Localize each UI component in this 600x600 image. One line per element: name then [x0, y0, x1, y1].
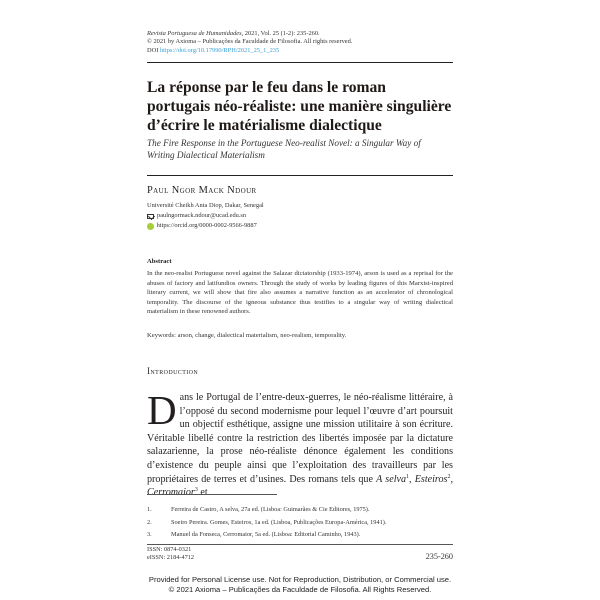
license-line-2: © 2021 Axioma – Publicações da Faculdade de Filosofia. All Rights Reserved.: [168, 585, 432, 594]
footnote-ref-3[interactable]: 3: [194, 487, 198, 494]
abstract-text: In the neo-realist Portuguese novel against the Salazar dictatorship (1933-1974), arson is used as a reprisal for the abuses of factory and latifundios owners. Through the study of works by leading figures of this Marxist-inspired literary current, we will show that fire also assumes a narrative function as an accelerator of chronological temporality. The discourse of the igneous substance thus testifies to a singular way of writing dialectical materialism in these renowned authors.: [147, 270, 453, 316]
mail-icon: [147, 214, 154, 219]
issn: ISSN: 0874-0321: [147, 546, 192, 553]
email-row: [147, 211, 264, 221]
author-orcid[interactable]: https://orcid.org/0000-0002-9566-9887: [156, 222, 257, 230]
citation-line: [147, 30, 352, 38]
license-notice: [100, 575, 500, 595]
separator-1: ,: [409, 473, 415, 485]
body-text: ans le Portugal de l’entre-deux-guerres, le néo-réalisme littéraire, à l’opposé du second modernisme pour lequel l’œuvre d’art poursuit un objectif esthétique, assigne une mission utilitaire à son écriture. Véritable libellé contre la restriction des libertés imposée par la dictature salazarienne, la prose néo-réaliste dénonce également les conditions d’existence du peuple ainsi que l’exploitation des travailleurs par les propriétaires de terres et d’usines. Des romans tels que: [147, 392, 453, 485]
orcid-icon: [147, 223, 154, 230]
novel-title-2: Esteiros: [414, 473, 448, 485]
keywords: Keywords: arson, change, dialectical materialism, neo-realism, temporality.: [147, 332, 347, 339]
footnote-ref-2[interactable]: 2: [447, 473, 451, 480]
abstract-heading: Abstract: [147, 258, 172, 265]
doi-link[interactable]: https://doi.org/10.17990/RPH/2021_25_1_235: [159, 46, 280, 54]
eissn: eISSN: 2184-4712: [147, 553, 195, 561]
footnote: [147, 519, 453, 532]
novel-title-1: A selva: [376, 473, 407, 485]
footnote-number: 1.: [147, 506, 152, 513]
body-paragraph: [147, 387, 453, 500]
footer-rule: [147, 544, 453, 545]
footnote-text: Soeiro Pereira. Gomes, Esteiros, 1a ed. (Lisboa, Publicações Europa-América, 1941).: [171, 518, 387, 526]
journal-header: [147, 30, 352, 55]
footnote-number: 2.: [147, 518, 152, 526]
copyright-line: © 2021 by Axioma – Publicações da Faculdade de Filosofia. All rights reserved.: [147, 38, 353, 46]
footnote: [147, 506, 453, 519]
footnote-text: Manuel da Fonseca, Cerromaior, 5a ed. (Lisboa: Editorial Caminho, 1943).: [171, 531, 361, 538]
footnote-ref-1[interactable]: 1: [406, 473, 410, 480]
footnote: [147, 531, 453, 544]
page-range: 235-260: [425, 552, 453, 561]
journal-name: Revista Portuguesa de Humanidades: [147, 30, 242, 37]
top-rule: [147, 62, 453, 63]
license-line-1: Provided for Personal License use. Not for Reproduction, Distribution, or Commercial use.: [148, 575, 452, 584]
body-text-end: et: [197, 487, 208, 499]
issn-block: [147, 546, 194, 561]
orcid-row: [147, 221, 264, 231]
author-details: [147, 201, 264, 232]
citation-details: , 2021, Vol. 25 (1-2): 235-260.: [241, 30, 320, 37]
author-name: Paul Ngor Mack Ndour: [147, 185, 257, 196]
footnote-text: Ferreira de Castro, A selva, 27a ed. (Lisboa: Guimarães & Cie Editores, 1975).: [171, 506, 370, 513]
article-title: La réponse par le feu dans le roman portugais néo-réaliste: une manière singulière d’écrire le matérialisme dialectique: [147, 79, 452, 134]
section-heading: Introduction: [147, 366, 199, 376]
drop-cap: D: [147, 387, 177, 433]
footnotes: [147, 506, 453, 544]
article-subtitle: The Fire Response in the Portuguese Neo-realist Novel: a Singular Way of Writing Dialectical Materialism: [147, 138, 421, 160]
author-email[interactable]: paulngormack.ndour@ucad.edu.sn: [157, 212, 247, 220]
author-rule: [147, 175, 453, 176]
novel-title-3: Cerromaior: [147, 487, 195, 499]
affiliation: Université Cheikh Anta Diop, Dakar, Senegal: [147, 202, 264, 209]
footnote-number: 3.: [147, 531, 152, 538]
separator-2: ,: [450, 473, 453, 485]
doi-line: [147, 47, 352, 55]
footnote-rule: [147, 494, 277, 495]
doi-label: DOI: [147, 46, 159, 54]
